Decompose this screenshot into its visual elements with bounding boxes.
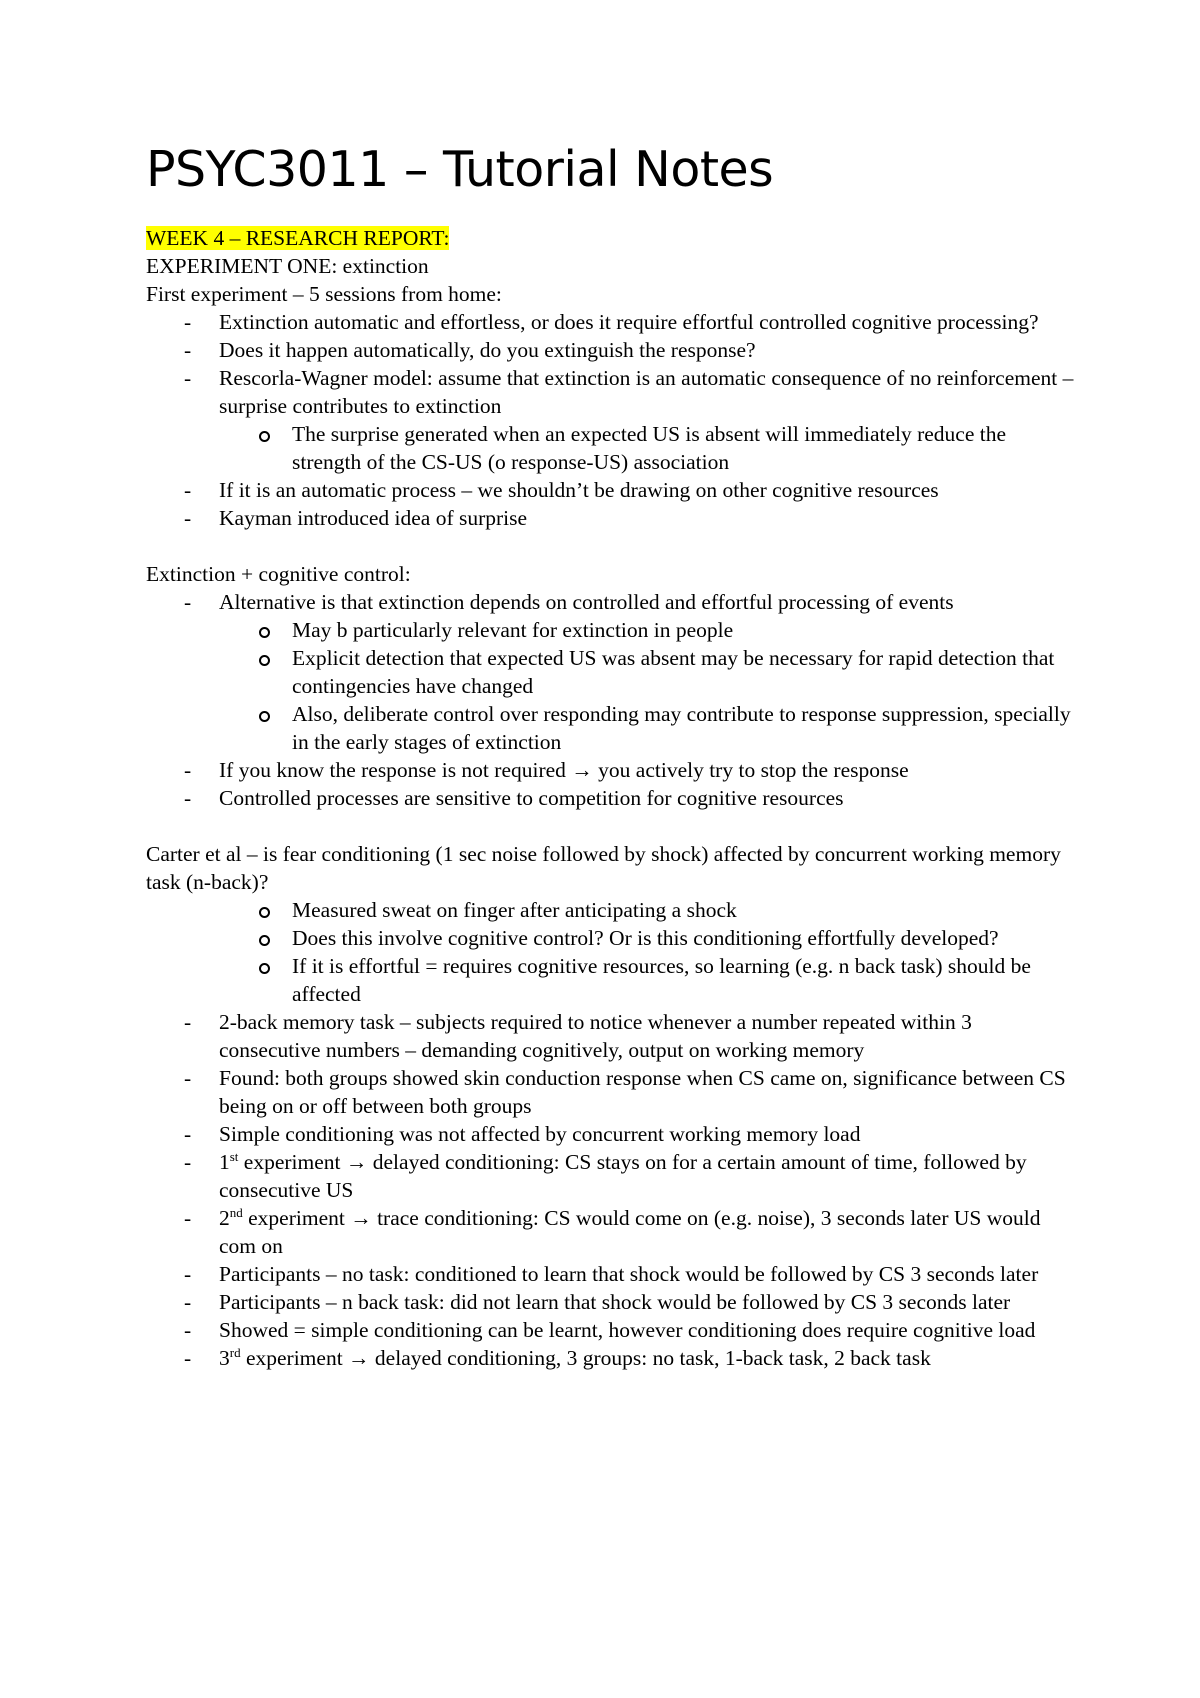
dash-bullet: - — [184, 786, 192, 810]
paragraph-gap — [146, 532, 1076, 560]
circle-bullet-icon — [259, 655, 270, 666]
list-item-text: If it is effortful = requires cognitive resources, so learning (e.g. n back task) should be affected — [292, 954, 1031, 1006]
list-item-text: Showed = simple conditioning can be learnt, however conditioning does require cognitive load — [219, 1318, 1036, 1342]
list-item-text: Controlled processes are sensitive to competition for cognitive resources — [219, 786, 844, 810]
list-item — [146, 1064, 1076, 1120]
dash-bullet: - — [184, 758, 192, 782]
dash-bullet: - — [184, 1010, 192, 1034]
paragraph-gap — [146, 812, 1076, 840]
list-item — [146, 1316, 1076, 1344]
list-extinction — [146, 308, 1076, 532]
list-item-text: Participants – no task: conditioned to learn that shock would be followed by CS 3 seconds later — [219, 1262, 1039, 1286]
list-item — [146, 504, 1076, 532]
dash-bullet: - — [184, 310, 192, 334]
dash-bullet: - — [184, 1206, 192, 1230]
ordinal-number: 2 — [219, 1206, 230, 1230]
list-cognitive-control — [146, 588, 1076, 812]
dash-bullet: - — [184, 1150, 192, 1174]
list-carter — [146, 896, 1076, 1372]
experiment-heading: EXPERIMENT ONE: extinction — [146, 254, 429, 278]
document-page — [146, 140, 1076, 1372]
document-title: PSYC3011 – Tutorial Notes — [146, 141, 774, 198]
sub-list-item — [146, 420, 1076, 476]
ordinal-suffix: nd — [229, 1204, 243, 1220]
list-item-text: Also, deliberate control over responding may contribute to response suppression, specially in the early stages of extinction — [292, 702, 1071, 754]
list-item — [146, 364, 1076, 420]
circle-bullet-icon — [259, 963, 270, 974]
list-item-text: Rescorla-Wagner model: assume that extinction is an automatic consequence of no reinforcement – surprise contributes to extinction — [219, 366, 1074, 418]
dash-bullet: - — [184, 1318, 192, 1342]
dash-bullet: - — [184, 506, 192, 530]
list-item-text: If you know the response is not required → you actively try to stop the response — [219, 758, 909, 782]
list-item-text: May b particularly relevant for extinction in people — [292, 618, 734, 642]
list-item — [146, 1148, 1076, 1204]
list-item-text: Does it happen automatically, do you extinguish the response? — [219, 338, 756, 362]
circle-bullet-icon — [259, 431, 270, 442]
list-item-text: Simple conditioning was not affected by concurrent working memory load — [219, 1122, 861, 1146]
list-item-text: experiment → trace conditioning: CS would come on (e.g. noise), 3 seconds later US would com on — [219, 1206, 1041, 1258]
ordinal-suffix: rd — [229, 1344, 241, 1360]
list-item — [146, 588, 1076, 616]
list-item-text: Extinction automatic and effortless, or does it require effortful controlled cognitive processing? — [219, 310, 1039, 334]
list-item — [146, 1344, 1076, 1372]
list-item-text: Found: both groups showed skin conduction response when CS came on, significance between CS being on or off between both groups — [219, 1066, 1066, 1118]
list-item-text: The surprise generated when an expected US is absent will immediately reduce the strength of the CS-US (o response-US) association — [292, 422, 1007, 474]
dash-bullet: - — [184, 1346, 192, 1370]
first-experiment-line: First experiment – 5 sessions from home: — [146, 282, 502, 306]
list-item — [146, 1288, 1076, 1316]
highlighted-week-heading: WEEK 4 – RESEARCH REPORT: — [146, 226, 450, 250]
sub-list-item — [146, 896, 1076, 924]
dash-bullet: - — [184, 1262, 192, 1286]
sub-list-item — [146, 952, 1076, 1008]
ordinal-number: 3 — [219, 1346, 230, 1370]
dash-bullet: - — [184, 1290, 192, 1314]
list-item — [146, 336, 1076, 364]
circle-bullet-icon — [259, 711, 270, 722]
sub-list-item — [146, 924, 1076, 952]
sub-list-item — [146, 616, 1076, 644]
list-item — [146, 784, 1076, 812]
list-item-text: experiment → delayed conditioning, 3 groups: no task, 1-back task, 2 back task — [240, 1346, 931, 1370]
list-item — [146, 1120, 1076, 1148]
list-item-text: Explicit detection that expected US was absent may be necessary for rapid detection that contingencies have changed — [292, 646, 1055, 698]
list-item — [146, 1204, 1076, 1260]
sub-list-item — [146, 700, 1076, 756]
dash-bullet: - — [184, 1066, 192, 1090]
list-item-text: Measured sweat on finger after anticipating a shock — [292, 898, 737, 922]
list-item-text: Does this involve cognitive control? Or is this conditioning effortfully developed? — [292, 926, 999, 950]
list-item — [146, 1008, 1076, 1064]
ordinal-number: 1 — [219, 1150, 230, 1174]
list-item-text: 2-back memory task – subjects required to notice whenever a number repeated within 3 consecutive numbers – demanding cognitively, output on working memory — [219, 1010, 972, 1062]
list-item — [146, 476, 1076, 504]
ordinal-suffix: st — [229, 1148, 239, 1164]
list-item-text: Kayman introduced idea of surprise — [219, 506, 528, 530]
list-item-text: If it is an automatic process – we shouldn’t be drawing on other cognitive resources — [219, 478, 939, 502]
dash-bullet: - — [184, 338, 192, 362]
circle-bullet-icon — [259, 907, 270, 918]
cognitive-control-heading: Extinction + cognitive control: — [146, 562, 411, 586]
list-item-text: Participants – n back task: did not learn that shock would be followed by CS 3 seconds later — [219, 1290, 1011, 1314]
sub-list-item — [146, 644, 1076, 700]
list-item-text: experiment → delayed conditioning: CS stays on for a certain amount of time, followed by consecutive US — [219, 1150, 1027, 1202]
carter-paragraph: Carter et al – is fear conditioning (1 sec noise followed by shock) affected by concurrent working memory task (n-back)? — [146, 842, 1061, 894]
dash-bullet: - — [184, 366, 192, 390]
list-item — [146, 308, 1076, 336]
circle-bullet-icon — [259, 627, 270, 638]
list-item — [146, 756, 1076, 784]
list-item — [146, 1260, 1076, 1288]
dash-bullet: - — [184, 590, 192, 614]
dash-bullet: - — [184, 478, 192, 502]
week-heading — [146, 224, 1076, 252]
dash-bullet: - — [184, 1122, 192, 1146]
list-item-text: Alternative is that extinction depends on controlled and effortful processing of events — [219, 590, 954, 614]
circle-bullet-icon — [259, 935, 270, 946]
